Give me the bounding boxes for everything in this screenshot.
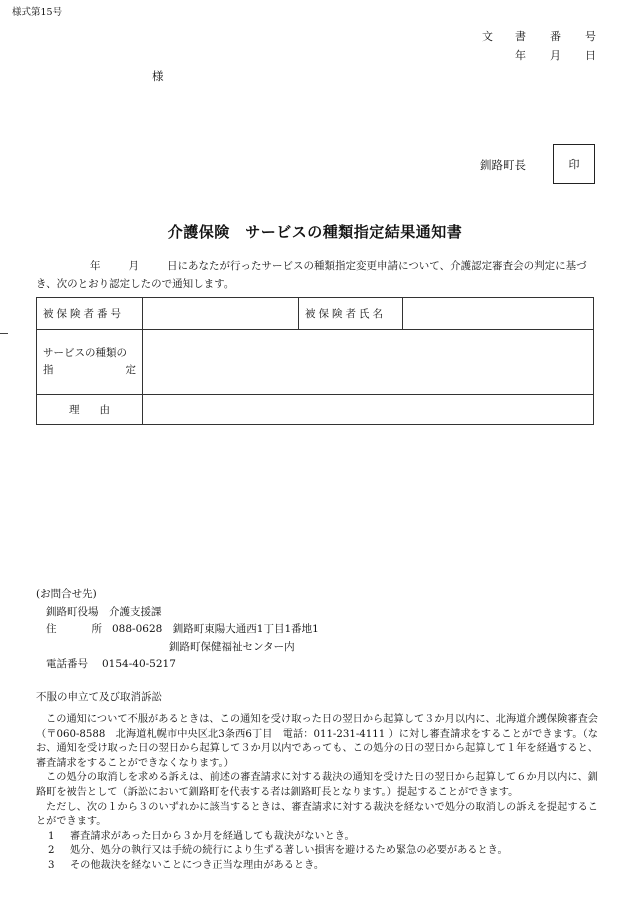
issuer-name: 釧路町長 [480, 158, 526, 172]
reason-label-char-b: 由 [99, 404, 110, 416]
reason-field[interactable] [143, 395, 594, 425]
address-label [46, 621, 102, 639]
address-label-char-b: 所 [91, 623, 102, 635]
intro-text: 日にあなたが行ったサービスの種類指定変更申請について、介護認定審査会の判定に基づき、次のとおり認定したので通知します。 [36, 260, 587, 290]
address-line-2: 釧路町保健福祉センター内 [169, 640, 295, 653]
list-item-number: 2 [48, 845, 55, 857]
seal-label: 印 [568, 158, 580, 171]
result-table [36, 297, 594, 425]
list-item-number: 3 [48, 859, 55, 871]
document-title: 介護保険 サービスの種類指定結果通知書 [167, 223, 463, 241]
list-item-number: 1 [48, 830, 55, 842]
appeal-paragraph-1: この通知について不服があるときは、この通知を受け取った日の翌日から起算して３か月以内に、北海道介護保険審査会（〒060-8588 北海道札幌市中央区北3条西6丁目 電話：011-231-4111 ）に対し審査請求をすることができます。（なお、通知を受け取った日の翌日から起算して３か月以内であっても、この処分の日の翌日から起算して１年を経過すると、審査請求をすることができなくなります。） [36, 714, 598, 769]
doc-number-label-4: 号 [585, 30, 596, 43]
reason-label [37, 395, 143, 425]
intro-month: 月 [128, 260, 139, 272]
list-item [36, 859, 598, 874]
date-month-label: 月 [550, 49, 561, 62]
address-label-char-a: 住 [46, 623, 57, 635]
insured-number-label: 被保険者番号 [37, 298, 143, 330]
tel-label: 電話番号 [46, 658, 88, 670]
intro-paragraph [36, 257, 596, 293]
reason-label-char-a: 理 [69, 404, 80, 416]
appeal-paragraph-3: ただし、次の１から３のいずれかに該当するときは、審査請求に対する裁決を経ないで処分の取消しの訴えを提起することができます。 [36, 801, 598, 828]
table-row [37, 395, 594, 425]
insured-name-field[interactable] [403, 298, 594, 330]
doc-number-label-2: 書 [515, 30, 526, 43]
contact-office: 釧路町役場 介護支援課 [46, 605, 162, 618]
appeal-paragraph-2: この処分の取消しを求める訴えは、前述の審査請求に対する裁決の通知を受けた日の翌日から起算して６か月以内に、釧路町を被告として（訴訟において釧路町を代表する者は釧路町長となります。）提起することができます。 [36, 772, 598, 798]
list-item [36, 830, 598, 845]
seal-box [553, 144, 595, 184]
contact-block [36, 586, 319, 674]
address-line-1: 088-0628 釧路町東陽大通西1丁目1番地1 [112, 623, 319, 635]
form-number: 様式第15号 [12, 7, 63, 18]
list-item-text: 処分、処分の執行又は手続の続行により生ずる著しい損害を避けるため緊急の必要があるとき。 [70, 845, 508, 857]
list-item-text: 審査請求があった日から３か月を経過しても裁決がないとき。 [70, 830, 355, 842]
addressee-suffix: 様 [152, 69, 164, 83]
service-type-field[interactable] [143, 330, 594, 395]
service-type-label-line1: サービスの種類の [43, 347, 127, 359]
appeal-body [36, 713, 598, 874]
date-day-label: 日 [585, 49, 596, 62]
table-row [37, 298, 594, 330]
contact-heading: (お問合せ先) [36, 588, 97, 600]
service-type-label [37, 330, 143, 395]
list-item-text: その他裁決を経ないことにつき正当な理由があるとき。 [70, 859, 325, 871]
doc-number-label-3: 番 [550, 30, 561, 43]
intro-year: 年 [90, 260, 101, 272]
date-year-label: 年 [515, 49, 526, 62]
tel-number: 0154-40-5217 [102, 658, 176, 670]
service-type-label-char-a: 指 [43, 364, 54, 376]
list-item [36, 844, 598, 859]
table-row [37, 330, 594, 395]
insured-name-label: 被保険者氏名 [299, 298, 403, 330]
margin-mark [0, 333, 8, 334]
service-type-label-char-b: 定 [125, 364, 136, 376]
service-type-label-line2 [43, 362, 136, 379]
contact-tel-row [36, 656, 319, 674]
contact-address-row [36, 621, 319, 639]
appeal-heading: 不服の申立て及び取消訴訟 [36, 691, 162, 703]
doc-number-label-1: 文 [482, 30, 493, 43]
insured-number-field[interactable] [143, 298, 299, 330]
